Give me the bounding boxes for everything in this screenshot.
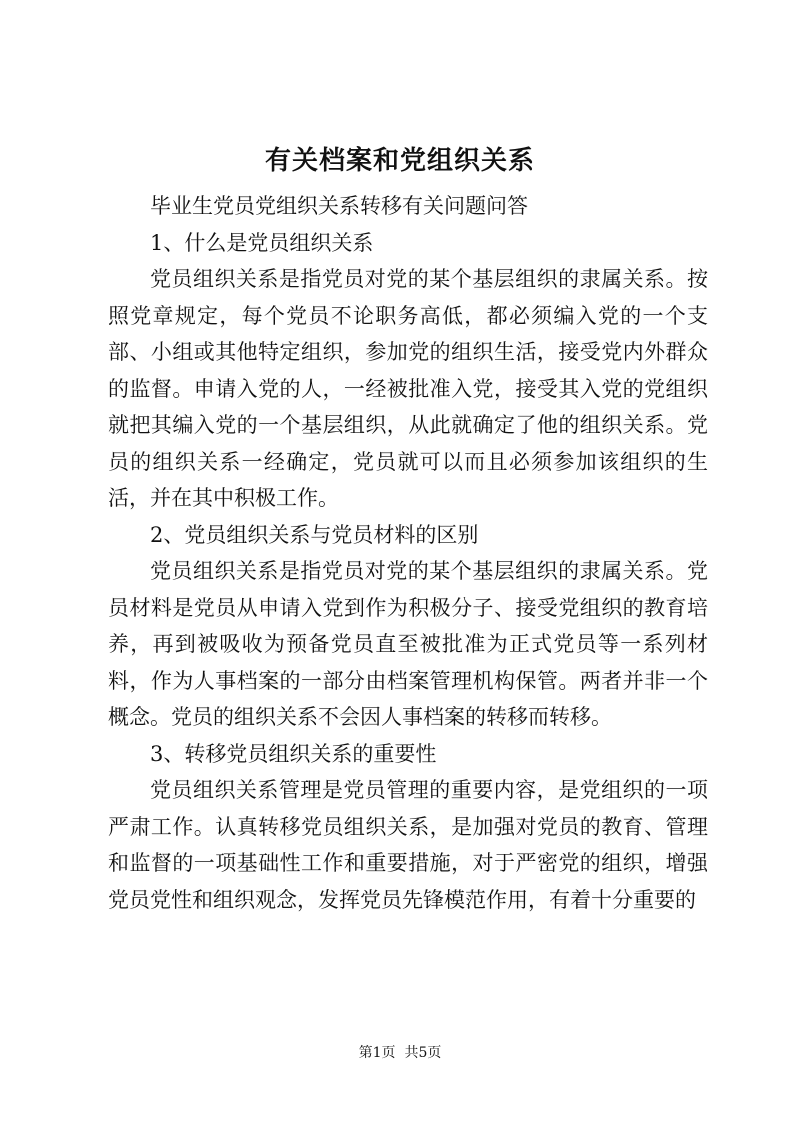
section-heading-1: 1、什么是党员组织关系 <box>150 230 374 255</box>
document-body <box>108 188 708 918</box>
paragraph-section-2: 党员组织关系是指党员对党的某个基层组织的隶属关系。党员材料是党员从申请入党到作为积极分子、接受党组织的教育培养，再到被吸收为预备党员直至被批准为正式党员等一系列材料，作为人事档案的一部分由档案管理机构保管。两者并非一个概念。党员的组织关系不会因人事档案的转移而转移。 <box>108 559 708 729</box>
section-heading-2: 2、党员组织关系与党员材料的区别 <box>150 522 479 547</box>
document-title: 有关档案和党组织关系 <box>264 146 535 176</box>
paragraph-subtitle: 毕业生党员党组织关系转移有关问题问答 <box>150 194 528 218</box>
page-number-label: 第1页 共5页 <box>358 1045 442 1061</box>
paragraph-section-1: 党员组织关系是指党员对党的某个基层组织的隶属关系。按照党章规定，每个党员不论职务高低，都必须编入党的一个支部、小组或其他特定组织，参加党的组织生活，接受党内外群众的监督。申请入党的人，一经被批准入党，接受其入党的党组织就把其编入党的一个基层组织，从此就确定了他的组织关系。党员的组织关系一经确定，党员就可以而且必须参加该组织的生活，并在其中积极工作。 <box>108 267 708 510</box>
section-heading-3: 3、转移党员组织关系的重要性 <box>150 741 437 766</box>
paragraph-section-3: 党员组织关系管理是党员管理的重要内容，是党组织的一项严肃工作。认真转移党员组织关系，是加强对党员的教育、管理和监督的一项基础性工作和重要措施，对于严密党的组织，增强党员党性和组织观念，发挥党员先锋模范作用，有着十分重要的 <box>108 778 708 912</box>
page-footer <box>0 1043 800 1063</box>
